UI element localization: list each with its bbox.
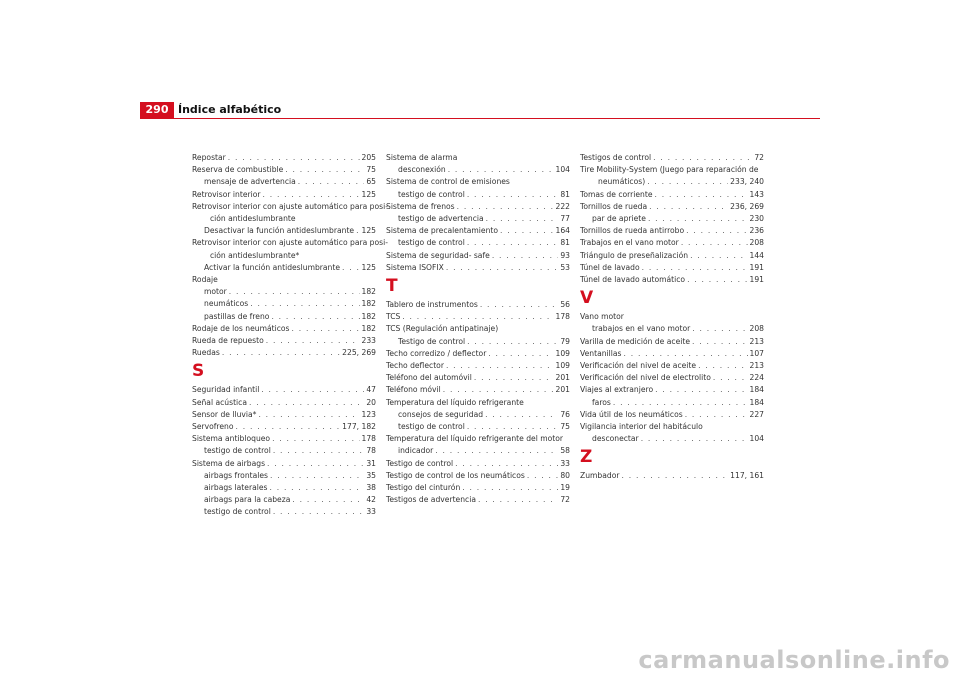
- index-entry: [386, 164, 570, 176]
- dot-leader: [655, 384, 747, 396]
- header-divider: [140, 118, 820, 119]
- index-heading: Rodaje: [192, 275, 218, 285]
- entry-term: desconectar: [592, 434, 639, 444]
- index-entry: [192, 152, 376, 164]
- entry-term: Sistema de precalentamiento: [386, 226, 499, 236]
- entry-term: faros: [592, 397, 611, 407]
- dot-leader: [467, 237, 559, 249]
- entry-page: 184: [749, 397, 764, 407]
- dot-leader: [298, 176, 365, 188]
- entry-term: Reserva de combustible: [192, 165, 284, 175]
- dot-leader: [686, 225, 747, 237]
- entry-page: 233, 240: [730, 177, 764, 187]
- dot-leader: [467, 421, 559, 433]
- index-entry: [386, 372, 570, 384]
- entry-term: Ruedas: [192, 348, 220, 358]
- entry-term: Trabajos en el vano motor: [580, 238, 679, 248]
- index-entry: [580, 470, 764, 482]
- index-entry: [580, 201, 764, 213]
- dot-leader: [263, 189, 360, 201]
- entry-term: mensaje de advertencia: [204, 177, 296, 187]
- entry-term: trabajos en el vano motor: [592, 324, 691, 334]
- entry-page: 177, 182: [342, 422, 376, 432]
- index-entry: [386, 189, 570, 201]
- entry-term: Sistema de airbags: [192, 458, 266, 468]
- dot-leader: [655, 189, 748, 201]
- entry-term: Repostar: [192, 153, 226, 162]
- index-entry: [192, 298, 376, 310]
- entry-page: 93: [560, 250, 570, 260]
- entry-page: 31: [366, 458, 376, 468]
- index-entry: [192, 176, 376, 188]
- page-number: 290: [140, 102, 174, 118]
- index-entry: [386, 470, 570, 482]
- index-entry: [192, 384, 376, 396]
- index-entry: [580, 262, 764, 274]
- dot-leader: [261, 384, 364, 396]
- dot-leader: [250, 298, 359, 310]
- entry-term: Tornillos de rueda antirrobo: [580, 226, 685, 236]
- entry-term: Testigo de control: [386, 458, 454, 468]
- entry-term: testigo de control: [204, 507, 271, 517]
- dot-leader: [613, 397, 748, 409]
- dot-leader: [271, 311, 359, 323]
- section-letter: Z: [580, 447, 593, 468]
- entry-term: par de apriete: [592, 214, 646, 224]
- entry-term: Rueda de repuesto: [192, 336, 264, 346]
- entry-term: Túnel de lavado automático: [580, 275, 686, 285]
- dot-leader: [653, 152, 752, 164]
- entry-term: Sensor de lluvia*: [192, 409, 257, 419]
- entry-term: Servofreno: [192, 422, 234, 432]
- entry-term: testigo de control: [398, 422, 465, 432]
- entry-term: Sistema ISOFIX: [386, 262, 444, 272]
- index-heading: Sistema de control de emisiones: [386, 177, 510, 187]
- entry-term: Desactivar la función antideslumbrante: [204, 226, 355, 236]
- entry-term: TCS: [386, 312, 401, 322]
- index-heading: Sistema de alarma: [386, 153, 458, 162]
- entry-page: 144: [749, 250, 764, 260]
- entry-page: 213: [749, 336, 764, 346]
- entry-term: Teléfono del automóvil: [386, 373, 472, 383]
- dot-leader: [249, 397, 364, 409]
- dot-leader: [685, 409, 748, 421]
- entry-term: neumáticos): [598, 177, 646, 187]
- entry-page: 125: [361, 226, 376, 236]
- index-entry: [192, 433, 376, 445]
- index-entry: [192, 458, 376, 470]
- index-entry: [386, 262, 570, 274]
- entry-page: 182: [361, 323, 376, 333]
- entry-term: Tablero de instrumentos: [386, 300, 478, 310]
- entry-term: Triángulo de preseñalización: [580, 250, 689, 260]
- index-heading: Temperatura del líquido refrigerante del motor: [386, 434, 564, 444]
- index-entry: [192, 397, 376, 409]
- index-entry: [192, 409, 376, 421]
- entry-term: desconexión: [398, 165, 446, 175]
- dot-leader: [647, 176, 728, 188]
- dot-leader: [228, 152, 360, 164]
- index-entry: [580, 384, 764, 396]
- entry-page: 76: [560, 409, 570, 419]
- index-column-2: [386, 152, 570, 506]
- index-entry: [386, 201, 570, 213]
- entry-term: Vida útil de los neumáticos: [580, 409, 683, 419]
- index-entry: [580, 323, 764, 335]
- entry-page: 208: [749, 238, 764, 248]
- dot-leader: [621, 470, 728, 482]
- index-entry: [386, 384, 570, 396]
- index-entry: [192, 335, 376, 347]
- entry-term: neumáticos: [204, 299, 249, 309]
- entry-term: Tomas de corriente: [580, 189, 653, 199]
- entry-term: Varilla de medición de aceite: [580, 336, 691, 346]
- index-column-3: [580, 152, 764, 483]
- index-entry: [386, 482, 570, 494]
- entry-page: 182: [361, 311, 376, 321]
- index-entry: [192, 311, 376, 323]
- index-entry: [386, 348, 570, 360]
- entry-page: 35: [366, 470, 376, 480]
- dot-leader: [402, 311, 553, 323]
- index-column-1: [192, 152, 388, 519]
- index-entry: [580, 176, 764, 188]
- entry-page: 230: [749, 214, 764, 224]
- entry-page: 72: [560, 495, 570, 505]
- entry-term: Verificación del nivel de aceite: [580, 361, 697, 371]
- index-entry: [192, 323, 376, 335]
- index-entry: [192, 482, 376, 494]
- entry-page: 224: [749, 373, 764, 383]
- entry-term: Retrovisor interior: [192, 189, 261, 199]
- dot-leader: [448, 164, 554, 176]
- entry-page: 75: [366, 165, 376, 175]
- dot-leader: [273, 506, 365, 518]
- dot-leader: [478, 494, 558, 506]
- index-entry: [386, 360, 570, 372]
- dot-leader: [681, 237, 748, 249]
- index-entry: [580, 409, 764, 421]
- dot-leader: [443, 384, 554, 396]
- entry-page: 191: [749, 275, 764, 285]
- index-heading: Retrovisor interior con ajuste automático para posi-: [192, 201, 388, 211]
- dot-leader: [292, 323, 360, 335]
- index-heading: Vigilancia interior del habitáculo: [580, 422, 703, 432]
- entry-page: 56: [560, 300, 570, 310]
- entry-page: 164: [555, 226, 570, 236]
- entry-page: 182: [361, 299, 376, 309]
- entry-page: 236: [749, 226, 764, 236]
- dot-leader: [258, 409, 359, 421]
- index-entry: [580, 225, 764, 237]
- entry-term: Zumbador: [580, 471, 620, 481]
- entry-page: 233: [361, 336, 376, 346]
- entry-term: Techo deflector: [386, 361, 444, 371]
- dot-leader: [642, 262, 748, 274]
- entry-term: Rodaje de los neumáticos: [192, 323, 290, 333]
- dot-leader: [467, 336, 558, 348]
- entry-term: pastillas de freno: [204, 311, 270, 321]
- entry-term: Túnel de lavado: [580, 262, 640, 272]
- index-entry: [386, 299, 570, 311]
- dot-leader: [713, 372, 748, 384]
- index-heading: Retrovisor interior con ajuste automático para posi-: [192, 238, 388, 248]
- dot-leader: [641, 433, 748, 445]
- entry-page: 178: [361, 434, 376, 444]
- index-entry: [580, 250, 764, 262]
- dot-leader: [236, 421, 341, 433]
- index-entry: [386, 225, 570, 237]
- entry-page: 143: [749, 189, 764, 199]
- index-entry: [386, 250, 570, 262]
- dot-leader: [488, 348, 553, 360]
- index-entry: [192, 506, 376, 518]
- index-heading: TCS (Regulación antipatinaje): [386, 324, 499, 334]
- dot-leader: [266, 335, 360, 347]
- entry-page: 20: [366, 397, 376, 407]
- index-entry: [386, 421, 570, 433]
- entry-term: Sistema de seguridad- safe: [386, 250, 490, 260]
- entry-page: 107: [749, 348, 764, 358]
- entry-term: indicador: [398, 446, 434, 456]
- entry-page: 58: [560, 446, 570, 456]
- index-entry: [386, 311, 570, 323]
- entry-page: 81: [560, 189, 570, 199]
- index-entry: [192, 494, 376, 506]
- index-entry: [580, 433, 764, 445]
- entry-term: testigo de advertencia: [398, 214, 484, 224]
- entry-page: 81: [560, 238, 570, 248]
- entry-page: 33: [366, 507, 376, 517]
- entry-page: 213: [749, 361, 764, 371]
- index-heading: Tire Mobility-System (Juego para reparación de: [580, 165, 759, 175]
- dot-leader: [474, 372, 554, 384]
- entry-page: 201: [555, 373, 570, 383]
- dot-leader: [270, 470, 364, 482]
- section-letter: S: [192, 361, 205, 382]
- entry-term: Ventanillas: [580, 348, 622, 358]
- index-entry: [192, 445, 376, 457]
- dot-leader: [698, 360, 747, 372]
- index-entry: [386, 336, 570, 348]
- entry-term: Testigo de control: [398, 336, 466, 346]
- dot-leader: [527, 470, 558, 482]
- index-entry: [386, 409, 570, 421]
- watermark: carmanualsonline.info: [638, 646, 950, 674]
- entry-page: 227: [749, 409, 764, 419]
- index-entry: [386, 237, 570, 249]
- dot-leader: [292, 494, 364, 506]
- entry-page: 75: [560, 422, 570, 432]
- index-entry: [192, 347, 376, 359]
- entry-page: 77: [560, 214, 570, 224]
- entry-term: Viajes al extranjero: [580, 385, 654, 395]
- entry-page: 205: [361, 153, 376, 162]
- entry-term: testigo de control: [398, 238, 465, 248]
- entry-page: 236, 269: [730, 201, 764, 211]
- index-entry: [580, 274, 764, 286]
- entry-page: 117, 161: [730, 471, 764, 481]
- dot-leader: [692, 323, 747, 335]
- entry-term: airbags frontales: [204, 470, 269, 480]
- dot-leader: [692, 336, 747, 348]
- index-entry: [386, 445, 570, 457]
- entry-term: Señal acústica: [192, 397, 247, 407]
- index-entry: [580, 189, 764, 201]
- dot-leader: [649, 201, 728, 213]
- entry-page: 184: [749, 385, 764, 395]
- entry-term: Techo corredizo / deflector: [386, 348, 487, 358]
- index-entry: [580, 336, 764, 348]
- entry-term: Verificación del nivel de electrolito: [580, 373, 711, 383]
- entry-page: 53: [560, 262, 570, 272]
- section-letter: T: [386, 276, 398, 297]
- dot-leader: [623, 348, 747, 360]
- index-entry: [192, 225, 376, 237]
- index-heading: ción antideslumbrante*: [210, 250, 300, 260]
- entry-page: 38: [366, 483, 376, 493]
- entry-page: 79: [560, 336, 570, 346]
- index-entry: [192, 421, 376, 433]
- entry-term: Activar la función antideslumbrante: [204, 262, 341, 272]
- dot-leader: [485, 409, 558, 421]
- entry-page: 33: [560, 458, 570, 468]
- entry-page: 19: [560, 483, 570, 493]
- entry-page: 78: [366, 446, 376, 456]
- entry-term: Testigo del cinturón: [386, 483, 461, 493]
- entry-term: airbags laterales: [204, 483, 268, 493]
- dot-leader: [222, 347, 340, 359]
- dot-leader: [480, 299, 559, 311]
- index-entry: [192, 262, 376, 274]
- entry-page: 109: [555, 348, 570, 358]
- dot-leader: [356, 225, 359, 237]
- index-entry: [580, 372, 764, 384]
- index-entry: [580, 397, 764, 409]
- index-entry: [386, 458, 570, 470]
- index-heading: ción antideslumbrante: [210, 214, 296, 224]
- dot-leader: [690, 250, 747, 262]
- entry-term: Testigos de control: [580, 153, 652, 162]
- dot-leader: [446, 360, 554, 372]
- index-entry: [580, 237, 764, 249]
- entry-page: 201: [555, 385, 570, 395]
- entry-page: 72: [754, 153, 764, 162]
- entry-page: 125: [361, 189, 376, 199]
- entry-term: Teléfono móvil: [386, 385, 441, 395]
- section-letter: V: [580, 288, 594, 309]
- index-heading: Temperatura del líquido refrigerante: [386, 397, 524, 407]
- entry-page: 65: [366, 177, 376, 187]
- dot-leader: [467, 189, 559, 201]
- entry-term: Sistema antibloqueo: [192, 434, 271, 444]
- dot-leader: [229, 286, 360, 298]
- entry-page: 123: [361, 409, 376, 419]
- entry-term: Tornillos de rueda: [580, 201, 648, 211]
- dot-leader: [269, 482, 364, 494]
- dot-leader: [342, 262, 359, 274]
- dot-leader: [455, 458, 558, 470]
- entry-page: 225, 269: [342, 348, 376, 358]
- index-entry: [580, 348, 764, 360]
- entry-page: 222: [555, 201, 570, 211]
- entry-page: 178: [555, 312, 570, 322]
- entry-page: 42: [366, 495, 376, 505]
- index-entry: [386, 213, 570, 225]
- entry-page: 104: [749, 434, 764, 444]
- dot-leader: [457, 201, 554, 213]
- dot-leader: [486, 213, 559, 225]
- entry-page: 191: [749, 262, 764, 272]
- entry-page: 104: [555, 165, 570, 175]
- dot-leader: [273, 445, 365, 457]
- entry-term: testigo de control: [398, 189, 465, 199]
- index-entry: [386, 494, 570, 506]
- dot-leader: [687, 274, 747, 286]
- index-entry: [192, 286, 376, 298]
- entry-page: 182: [361, 287, 376, 297]
- index-heading: Vano motor: [580, 312, 624, 322]
- index-entry: [192, 189, 376, 201]
- dot-leader: [648, 213, 748, 225]
- dot-leader: [500, 225, 553, 237]
- dot-leader: [446, 262, 558, 274]
- entry-term: testigo de control: [204, 446, 271, 456]
- dot-leader: [285, 164, 364, 176]
- entry-page: 109: [555, 361, 570, 371]
- index-entry: [580, 152, 764, 164]
- entry-term: Seguridad infantil: [192, 385, 260, 395]
- dot-leader: [492, 250, 559, 262]
- index-entry: [580, 360, 764, 372]
- entry-term: Testigos de advertencia: [386, 495, 476, 505]
- index-entry: [192, 470, 376, 482]
- dot-leader: [267, 458, 364, 470]
- entry-term: airbags para la cabeza: [204, 495, 291, 505]
- entry-term: consejos de seguridad: [398, 409, 484, 419]
- entry-term: motor: [204, 287, 227, 297]
- entry-page: 80: [560, 470, 570, 480]
- entry-page: 47: [366, 385, 376, 395]
- dot-leader: [272, 433, 359, 445]
- dot-leader: [462, 482, 558, 494]
- page-title: Índice alfabético: [178, 103, 282, 116]
- entry-page: 125: [361, 262, 376, 272]
- index-entry: [192, 164, 376, 176]
- dot-leader: [435, 445, 558, 457]
- index-entry: [580, 213, 764, 225]
- entry-term: Testigo de control de los neumáticos: [386, 470, 525, 480]
- entry-page: 208: [749, 324, 764, 334]
- entry-term: Sistema de frenos: [386, 201, 455, 211]
